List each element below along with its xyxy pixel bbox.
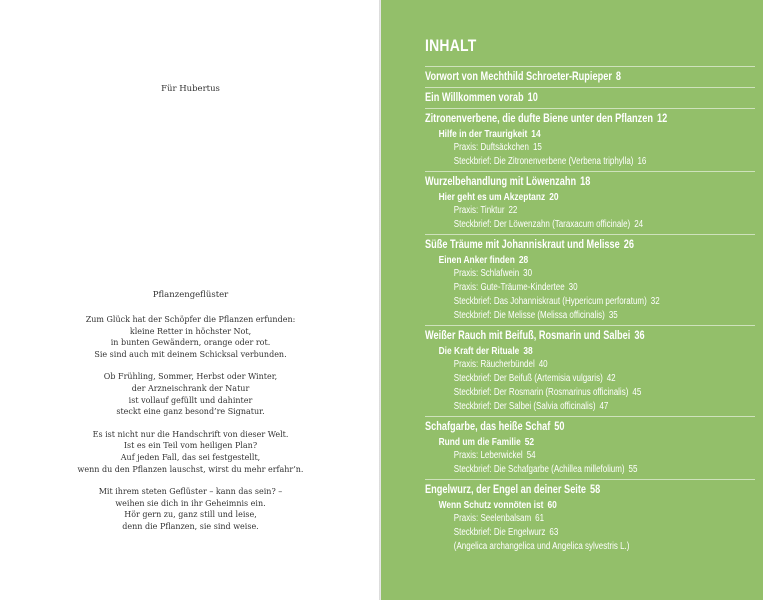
toc-chapter-header <box>425 416 755 435</box>
toc-entry-label: Die Kraft der Rituale <box>438 345 520 357</box>
toc-chapter-title <box>425 329 689 344</box>
toc-chapter-title <box>425 238 689 253</box>
toc-item <box>425 358 689 372</box>
toc-entry-label: Praxis: Schlafwein <box>453 268 520 279</box>
poem-line: weihen sie dich in ihr Geheimnis ein. <box>115 498 266 508</box>
poem-stanza-3 <box>0 429 381 475</box>
toc-page-number: 10 <box>527 92 538 104</box>
poem-line: ist vollauf gefüllt und dahinter <box>128 395 253 405</box>
toc-item <box>425 267 689 281</box>
toc-entry-label: Praxis: Duftsäckchen <box>453 142 529 153</box>
toc-item <box>425 372 689 386</box>
toc-entry-label: Engelwurz, der Engel an deiner Seite <box>425 484 587 496</box>
toc-item <box>425 281 689 295</box>
poem-title: Pflanzengeflüster <box>152 290 229 300</box>
toc-entry-label: Zitronenverbene, die dufte Biene unter den Pflanzen <box>425 113 653 125</box>
toc-entry-label: Steckbrief: Das Johanniskraut (Hypericum perforatum) <box>453 296 647 307</box>
toc-item <box>425 463 689 477</box>
toc-page-number: 55 <box>628 464 638 475</box>
toc-entry-label: Steckbrief: Die Schafgarbe (Achillea millefolium) <box>453 464 625 475</box>
poem <box>0 314 381 544</box>
toc-chapter-header <box>425 171 755 190</box>
toc-entry-label: Praxis: Räucherbündel <box>453 359 535 370</box>
toc-page-number: 8 <box>615 71 622 83</box>
poem-line: Sie sind auch mit deinem Schicksal verbunden. <box>94 349 287 359</box>
poem-line: Ob Frühling, Sommer, Herbst oder Winter, <box>103 372 278 382</box>
toc-page-number: 35 <box>608 310 618 321</box>
toc-page-number: 26 <box>623 239 635 251</box>
toc-page-number: 20 <box>549 191 559 203</box>
toc-item <box>425 309 689 323</box>
poem-line: Zum Glück hat der Schöpfer die Pflanzen erfunden: <box>85 315 296 324</box>
toc-entry-label: (Angelica archangelica und Angelica sylvestris L.) <box>453 541 630 552</box>
toc-item <box>425 540 689 554</box>
toc-page-number: 61 <box>535 513 545 524</box>
toc-page-number: 60 <box>547 499 557 511</box>
toc-section-title <box>425 344 689 358</box>
toc-entry-label: Praxis: Leberwickel <box>453 450 523 461</box>
toc-entry-label: Steckbrief: Der Löwenzahn (Taraxacum officinale) <box>453 219 631 230</box>
poem-stanza-4 <box>0 486 381 532</box>
toc-page-number: 16 <box>637 156 647 167</box>
toc-page-number: 50 <box>554 421 565 433</box>
toc-chapter-title <box>425 175 689 190</box>
toc-chapter-title <box>425 420 689 435</box>
toc-page-number: 58 <box>590 484 601 496</box>
left-page <box>0 0 381 600</box>
toc-page-number: 52 <box>524 436 535 448</box>
toc-entry-label: Steckbrief: Der Beifuß (Artemisia vulgaris) <box>453 373 603 384</box>
toc-page-number: 22 <box>508 205 518 216</box>
toc-page-number: 30 <box>568 282 578 293</box>
toc-entry-label: Praxis: Gute-Träume-Kindertee <box>453 282 565 293</box>
table-of-contents <box>425 36 755 556</box>
toc-entry-label: Hilfe in der Traurigkeit <box>438 128 528 140</box>
toc-item <box>425 141 689 155</box>
toc-page-number: 18 <box>580 176 591 188</box>
toc-chapter-title <box>425 70 689 85</box>
toc-page-number: 42 <box>606 373 616 384</box>
toc-chapter-title <box>425 91 689 106</box>
toc-entry-label: Rund um die Familie <box>438 436 521 448</box>
toc-item <box>425 218 689 232</box>
toc-page-number: 47 <box>599 401 609 412</box>
toc-entry-label: Steckbrief: Die Melisse (Melissa officinalis) <box>453 310 605 321</box>
toc-entry-label: Steckbrief: Der Salbei (Salvia officinalis) <box>453 401 596 412</box>
poem-line: Ist es ein Teil vom heiligen Plan? <box>123 441 258 451</box>
toc-page-number: 30 <box>523 268 533 279</box>
toc-entry-label: Weißer Rauch mit Beifuß, Rosmarin und Salbei <box>425 330 631 342</box>
dedication: Für Hubertus <box>161 84 220 94</box>
toc-page-number: 54 <box>526 450 536 461</box>
toc-chapter-header <box>425 479 755 498</box>
toc-item <box>425 400 689 414</box>
toc-item <box>425 386 689 400</box>
toc-item <box>425 295 689 309</box>
poem-stanza-2 <box>0 371 381 417</box>
toc-section-title <box>425 435 689 449</box>
toc-title: INHALT <box>425 36 477 55</box>
toc-section-title <box>425 127 689 141</box>
toc-entry-label: Praxis: Seelenbalsam <box>453 513 532 524</box>
poem-line: steckt eine ganz besond’re Signatur. <box>116 407 265 417</box>
toc-item <box>425 155 689 169</box>
poem-line: in bunten Gewändern, orange oder rot. <box>110 338 271 348</box>
toc-entry-label: Vorwort von Mechthild Schroeter-Rupieper <box>425 71 612 83</box>
toc-chapter <box>425 416 755 477</box>
toc-page-number: 24 <box>634 219 644 230</box>
toc-page-number: 63 <box>549 527 559 538</box>
poem-line: Es ist nicht nur die Handschrift von dieser Welt. <box>92 429 289 439</box>
toc-entry-label: Praxis: Tinktur <box>453 205 505 216</box>
toc-page-number: 38 <box>523 345 533 357</box>
toc-intro-entry <box>425 87 755 106</box>
toc-item <box>425 204 689 218</box>
toc-entry-label: Hier geht es um Akzeptanz <box>438 191 546 203</box>
toc-chapter-header <box>425 108 755 127</box>
toc-item <box>425 512 689 526</box>
poem-stanza-1 <box>0 314 381 360</box>
toc-page-number: 32 <box>650 296 660 307</box>
toc-chapter-title <box>425 112 689 127</box>
toc-entry-label: Schafgarbe, das heiße Schaf <box>425 421 551 433</box>
toc-entry-label: Ein Willkommen vorab <box>425 92 524 104</box>
toc-page-number: 12 <box>656 113 668 125</box>
toc-page-number: 45 <box>632 387 642 398</box>
toc-intro-entry <box>425 66 755 85</box>
toc-body <box>425 66 755 554</box>
poem-line: Mit ihrem steten Geflüster – kann das sein? – <box>98 487 283 497</box>
toc-entry-label: Steckbrief: Der Rosmarin (Rosmarinus officinalis) <box>453 387 629 398</box>
toc-entry-label: Süße Träume mit Johanniskraut und Melisse <box>425 239 620 251</box>
poem-line: Hör gern zu, ganz still und leise, <box>124 510 257 520</box>
toc-chapter-title <box>425 483 689 498</box>
toc-entry-label: Steckbrief: Die Engelwurz <box>453 527 546 538</box>
poem-line: wenn du den Pflanzen lauschst, wirst du mehr erfahr’n. <box>77 464 304 474</box>
toc-page-number: 15 <box>532 142 542 153</box>
toc-chapter <box>425 479 755 554</box>
poem-line: denn die Pflanzen, sie sind weise. <box>122 521 259 531</box>
toc-page-number: 28 <box>518 254 529 266</box>
toc-page-number: 36 <box>634 330 645 342</box>
toc-page-number: 40 <box>538 359 548 370</box>
toc-page-number: 14 <box>531 128 541 140</box>
toc-chapter-header <box>425 234 755 253</box>
toc-entry-label: Wenn Schutz vonnöten ist <box>438 499 544 511</box>
toc-section-title <box>425 498 689 512</box>
toc-chapter <box>425 171 755 232</box>
poem-line: kleine Retter in höchster Not, <box>129 326 252 336</box>
toc-chapter <box>425 108 755 169</box>
toc-chapter-header <box>425 325 755 344</box>
toc-chapter <box>425 325 755 414</box>
toc-section-title <box>425 190 689 204</box>
toc-entry-label: Steckbrief: Die Zitronenverbene (Verbena triphylla) <box>453 156 634 167</box>
poem-line: Auf jeden Fall, das sei festgestellt, <box>120 452 261 462</box>
poem-line: der Arzneischrank der Natur <box>131 383 250 393</box>
toc-entry-label: Wurzelbehandlung mit Löwenzahn <box>425 176 577 188</box>
toc-item <box>425 526 689 540</box>
toc-item <box>425 449 689 463</box>
toc-entry-label: Einen Anker finden <box>438 254 515 266</box>
toc-section-title <box>425 253 689 267</box>
toc-chapter <box>425 234 755 323</box>
